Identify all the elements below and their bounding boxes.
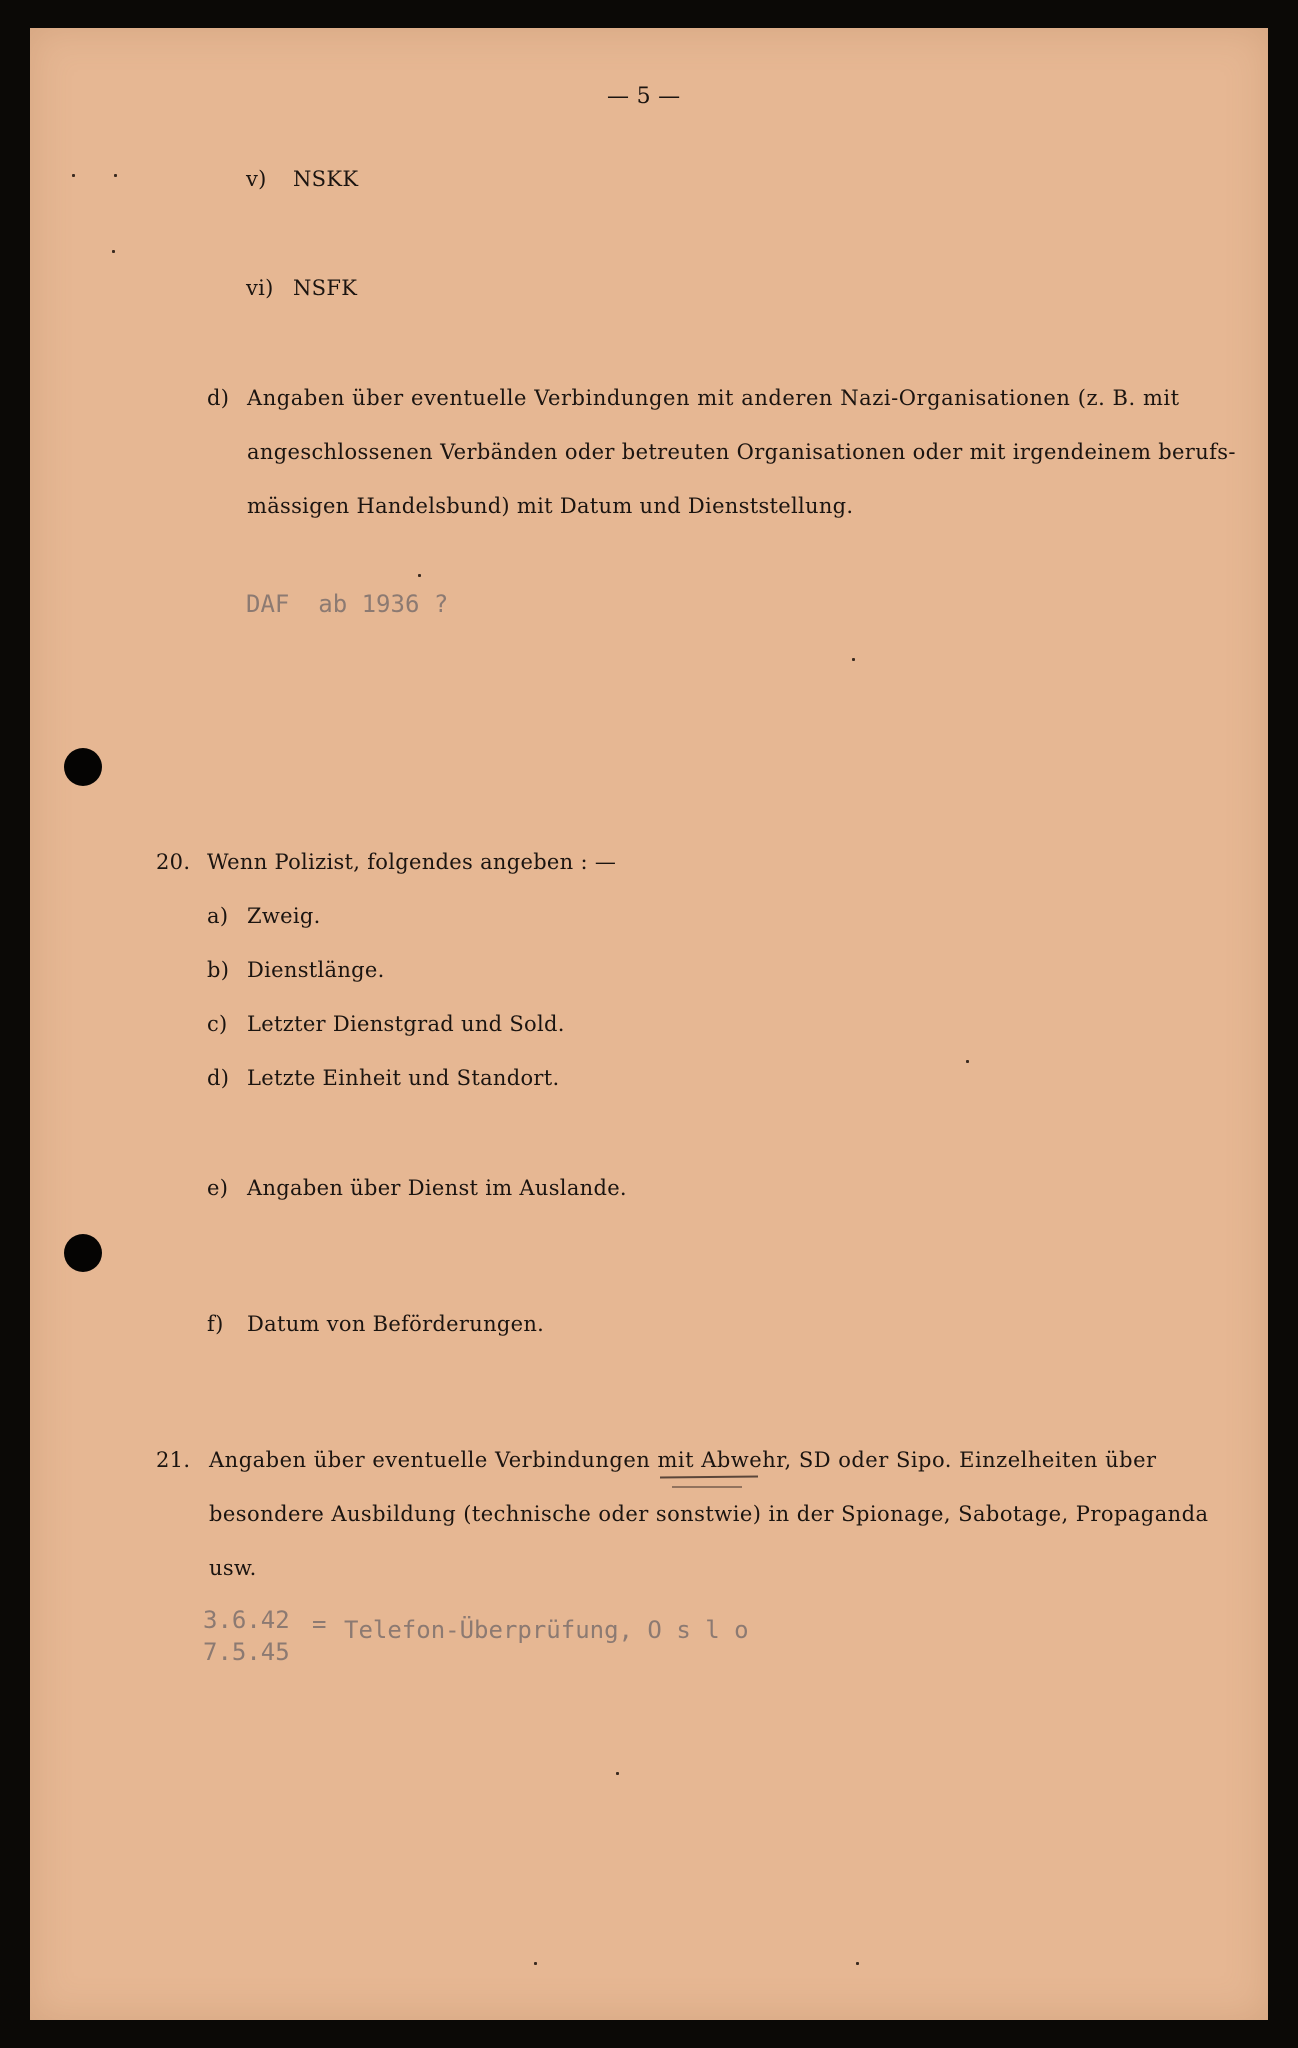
q20-item-d-text: Letzte Einheit und Standort. — [247, 1066, 560, 1090]
paper-speck — [418, 574, 421, 577]
item-d-line-3: mässigen Handelsbund) mit Datum und Dienststellung. — [247, 494, 854, 518]
q20-number: 20. — [156, 850, 191, 874]
item-d-line-1: Angaben über eventuelle Verbindungen mit anderen Nazi-Organisationen (z. B. mit — [247, 386, 1180, 410]
paper-speck — [856, 1962, 859, 1965]
page-number: — 5 — — [607, 84, 681, 109]
q21-line-1: Angaben über eventuelle Verbindungen mit Abwehr, SD oder Sipo. Einzelheiten über — [209, 1448, 1157, 1472]
punch-hole-top — [64, 748, 102, 786]
typed-answer-21-text: Telefon-Überprüfung, O s l o — [344, 1616, 749, 1644]
paper-speck — [72, 174, 75, 177]
q21-number: 21. — [156, 1448, 191, 1472]
q21-line-2: besondere Ausbildung (technische oder sonstwie) in der Spionage, Sabotage, Propaganda — [209, 1502, 1209, 1526]
paper-speck — [114, 174, 117, 177]
item-v-label: v) — [246, 167, 267, 191]
q20-item-f-label: f) — [207, 1312, 224, 1336]
q20-item-a-text: Zweig. — [247, 904, 321, 928]
typed-date-to: 7.5.45 — [203, 1638, 290, 1666]
typed-date-from: 3.6.42 — [203, 1606, 290, 1634]
typed-answer-daf: DAF ab 1936 ? — [246, 590, 449, 618]
q20-item-b-label: b) — [207, 958, 230, 982]
q20-item-e-text: Angaben über Dienst im Auslande. — [247, 1176, 627, 1200]
punch-hole-bottom — [64, 1234, 102, 1272]
q21-line-3: usw. — [209, 1556, 257, 1580]
q20-item-d-label: d) — [207, 1066, 230, 1090]
item-vi-text: NSFK — [293, 276, 358, 300]
item-d-label: d) — [207, 386, 230, 410]
paper-speck — [966, 1060, 969, 1063]
q20-question: Wenn Polizist, folgendes angeben : — — [207, 850, 617, 874]
abwehr-underline-2 — [672, 1486, 742, 1488]
paper-speck — [112, 250, 115, 253]
paper-speck — [616, 1772, 619, 1775]
q20-item-c-label: c) — [207, 1012, 228, 1036]
paper-speck — [534, 1962, 537, 1965]
q20-item-f-text: Datum von Beförderungen. — [247, 1312, 545, 1336]
q20-item-c-text: Letzter Dienstgrad und Sold. — [247, 1012, 565, 1036]
item-d-line-2: angeschlossenen Verbänden oder betreuten Organisationen oder mit irgendeinem berufs- — [247, 440, 1236, 464]
item-v-text: NSKK — [293, 167, 359, 191]
q20-item-b-text: Dienstlänge. — [247, 958, 385, 982]
typed-separator: = — [312, 1610, 327, 1638]
q20-item-a-label: a) — [207, 904, 229, 928]
paper-speck — [852, 658, 855, 661]
q20-item-e-label: e) — [207, 1176, 229, 1200]
item-vi-label: vi) — [246, 276, 274, 300]
